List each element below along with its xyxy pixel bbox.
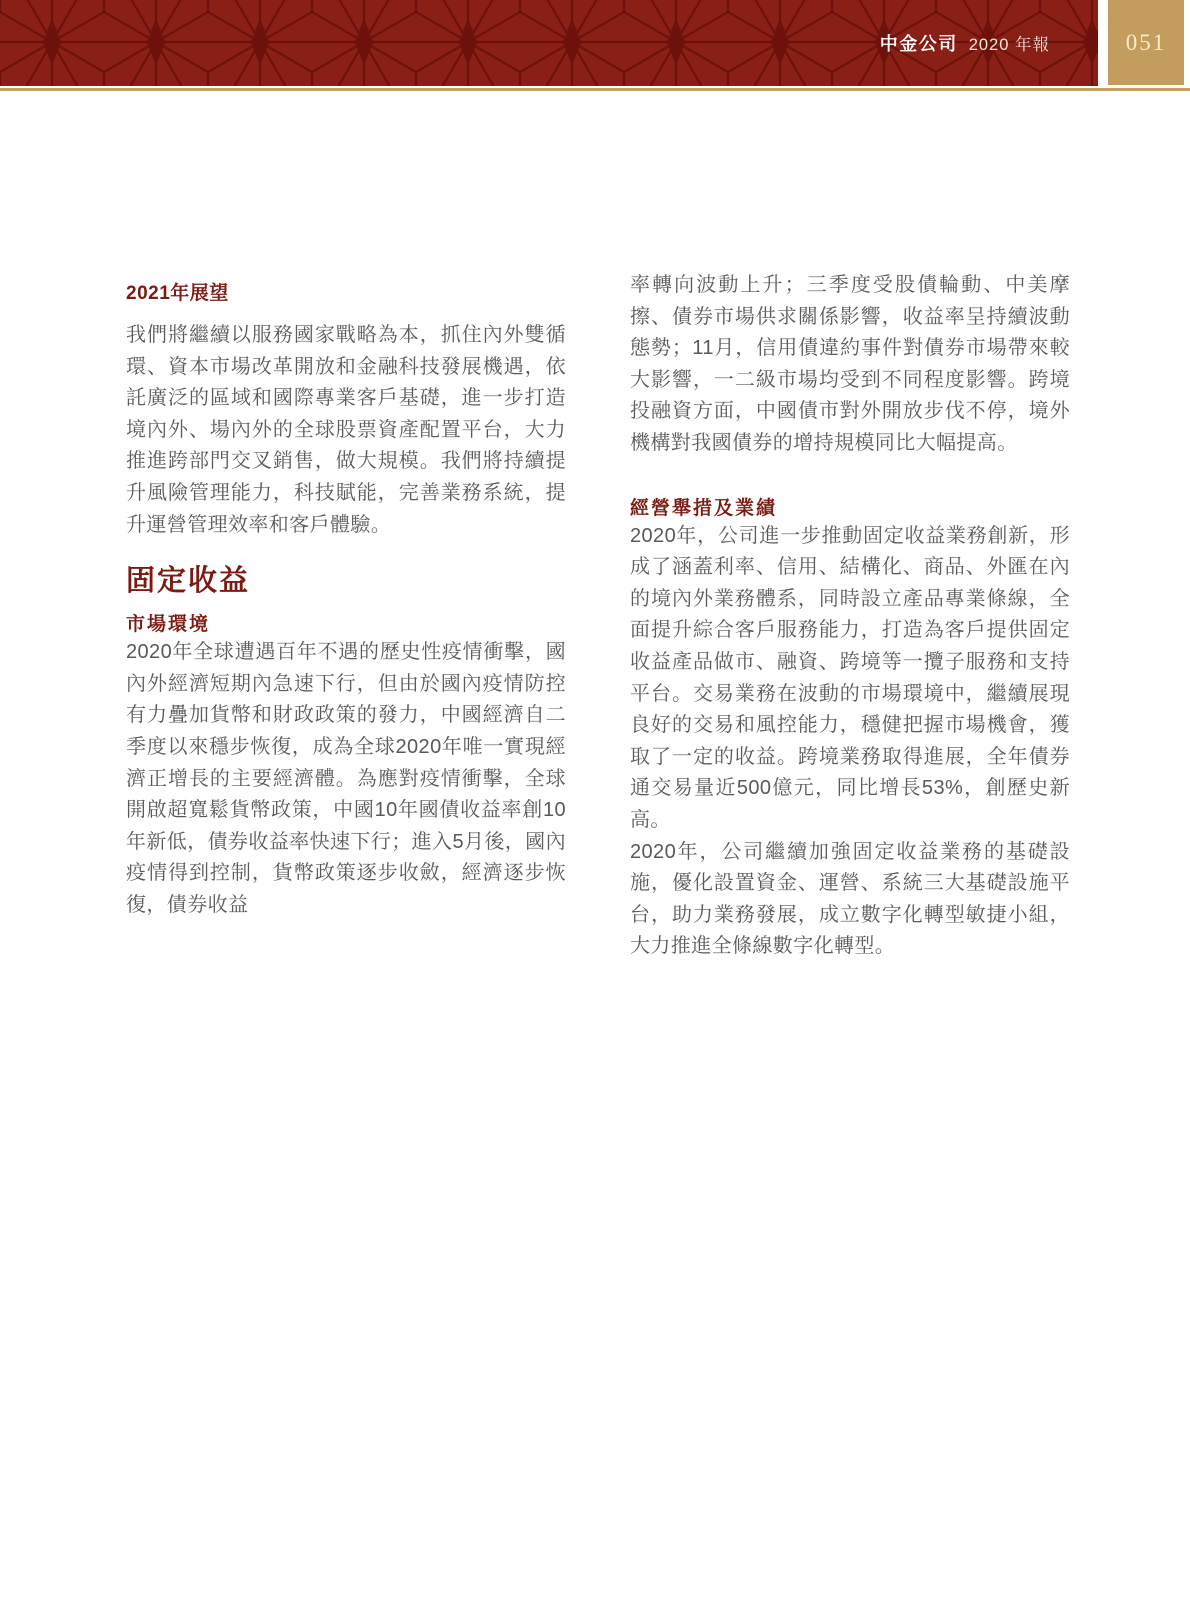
- operations-paragraph-2: 2020年，公司繼續加強固定收益業務的基礎設施，優化設置資金、運營、系統三大基礎設施平台，助力業務發展，成立數字化轉型敏捷小組，大力推進全條線數字化轉型。: [630, 840, 1070, 958]
- heading-2021-outlook: 2021年展望: [126, 283, 229, 304]
- market-environment-continued-paragraph: 率轉向波動上升；三季度受股債輪動、中美摩擦、債券市場供求關係影響，收益率呈持續波動態勢；11月，信用債違約事件對債券市場帶來較大影響，一二級市場均受到不同程度影響。跨境投融資方面，中國債市對外開放步伐不停，境外機構對我國債券的增持規模同比大幅提高。: [630, 274, 1070, 454]
- subheading-operations-results: 經營舉措及業績: [630, 497, 778, 519]
- market-environment-paragraph: 2020年全球遭遇百年不遇的歷史性疫情衝擊，國內外經濟短期內急速下行，但由於國內疫情防控有力疊加貨幣和財政政策的發力，中國經濟自二季度以來穩步恢復，成為全球2020年唯一實現經濟正增長的主要經濟體。為應對疫情衝擊，全球開啟超寬鬆貨幣政策，中國10年國債收益率創10年新低，債券收益率快速下行；進入5月後，國內疫情得到控制，貨幣政策逐步收斂，經濟逐步恢復，債券收益: [126, 641, 566, 916]
- gold-divider: [0, 88, 1190, 91]
- page-number: 051: [1125, 29, 1167, 55]
- right-column: [630, 270, 1070, 963]
- left-column: [126, 270, 566, 922]
- operations-paragraph-1: 2020年，公司進一步推動固定收益業務創新，形成了涵蓋利率、信用、結構化、商品、外匯在內的境內外業務體系，同時設立產品專業條線，全面提升綜合客戶服務能力，打造為客戶提供固定收益產品做市、融資、跨境等一攬子服務和支持平台。交易業務在波動的市場環境中，繼續展現良好的交易和風控能力，穩健把握市場機會，獲取了一定的收益。跨境業務取得進展，全年債券通交易量近500億元，同比增長53%，創歷史新高。: [630, 524, 1070, 831]
- report-year-label: 2020 年報: [968, 36, 1050, 54]
- company-name: 中金公司: [879, 34, 958, 54]
- outlook-paragraph: 我們將繼續以服務國家戰略為本，抓住內外雙循環、資本市場改革開放和金融科技發展機遇，依託廣泛的區域和國際專業客戶基礎，進一步打造境內外、場內外的全球股票資產配置平台，大力推進跨部門交叉銷售，做大規模。我們將持續提升風險管理能力，科技賦能，完善業務系統，提升運營管理效率和客戶體驗。: [126, 324, 566, 536]
- header-band: [0, 0, 1098, 86]
- report-title: [880, 0, 1050, 86]
- subheading-market-environment: 市場環境: [126, 614, 211, 636]
- heading-fixed-income: 固定收益: [126, 565, 251, 598]
- page-number-box: [1108, 0, 1184, 85]
